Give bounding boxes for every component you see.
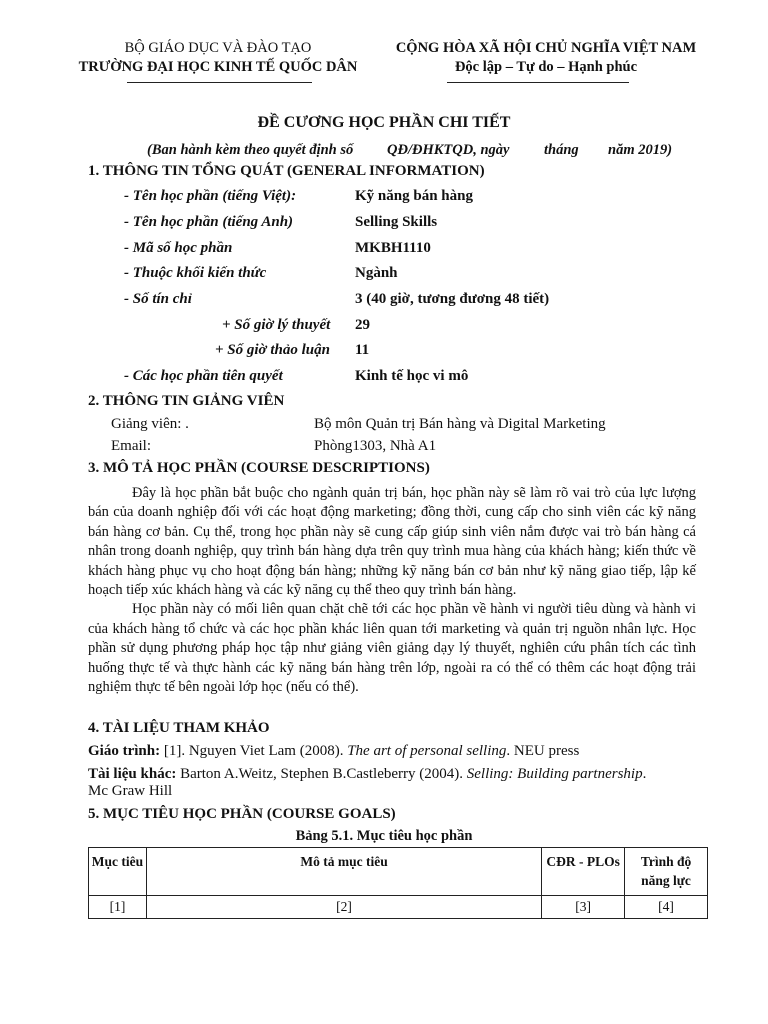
info-value: Ngành [355,265,398,281]
info-label: + Số giờ thảo luận [215,342,330,358]
university-name: TRƯỜNG ĐẠI HỌC KINH TẾ QUỐC DÂN [78,59,358,75]
textbook-prefix: [1]. Nguyen Viet Lam (2008). [163,743,344,759]
other-suffix: . [642,766,647,782]
other-reference-publisher: Mc Graw Hill [88,783,173,799]
textbook-title: The art of personal selling [347,743,507,759]
other-reference [88,766,646,783]
info-label: - Thuộc khối kiến thức [124,265,267,281]
other-prefix: Barton A.Weitz, Stephen B.Castleberry (2004). [180,766,464,782]
section4-heading: 4. TÀI LIỆU THAM KHẢO [88,720,270,736]
table-cell: [1] [89,896,147,919]
info-value: MKBH1110 [355,240,431,256]
table-header-row [89,848,708,896]
textbook-label: Giáo trình: [88,743,161,759]
column-header: Mục tiêu [89,848,147,896]
textbook-suffix: . NEU press [506,743,580,759]
table-caption: Bảng 5.1. Mục tiêu học phần [295,828,473,844]
republic-name: CỘNG HÒA XÃ HỘI CHỦ NGHĨA VIỆT NAM [395,40,697,56]
info-label: - Các học phần tiên quyết [124,368,283,384]
document-title: ĐỀ CƯƠNG HỌC PHẦN CHI TIẾT [257,114,511,131]
info-value: Kỹ năng bán hàng [355,188,473,204]
section5-heading: 5. MỤC TIÊU HỌC PHẦN (COURSE GOALS) [88,806,396,822]
column-header: Mô tả mục tiêu [146,848,541,896]
other-title: Selling: Building partnership [466,766,643,782]
subtitle-part2: QĐ/ĐHKTQD, ngày [387,142,510,158]
info-value: 29 [355,317,370,333]
info-value: 11 [355,342,370,358]
description-paragraph: Học phần này có mối liên quan chặt chẽ tới các học phần về hành vi người tiêu dùng và hành vi của khách hàng tổ chức và các học phần khác liên quan tới marketing và quản trị nguồn nhân lực. Học phần sử dụng phương pháp học tập như giảng viên giảng dạy lý thuyết, nghiên cứu phân tích các tình huống thực tế và thực hành các kỹ năng bán hàng trên lớp, ngoài ra có thể có thêm các hoạt động trải nghiệm thực tế bên ngoài lớp học (nếu có thể). [88,601,696,696]
info-label: - Tên học phần (tiếng Anh) [124,214,294,230]
description-paragraph: Đây là học phần bắt buộc cho ngành quản trị bán, học phần này sẽ làm rõ vai trò của lực lượng bán của doanh nghiệp đối với các hoạt động marketing; đồng thời, cung cấp cho sinh viên các kỹ năng bán hàng cơ bản. Cụ thể, trong học phần này sẽ cung cấp giúp sinh viên nắm được vai trò bán hàng cá nhân trong doanh nghiệp, quy trình bán hàng dựa trên quy trình mua hàng của khách hàng; kiến thức về khách hàng phục vụ cho hoạt động bán hàng; những kỹ năng bán cơ bản như kỹ năng giao tiếp, lập kế hoạch tiếp xúc khách hàng và các kỹ năng cụ thể theo quy trình bán hàng. [88,485,696,599]
header-right-underline [447,82,629,83]
info-value: 3 (40 giờ, tương đương 48 tiết) [355,291,550,307]
subtitle-part4: năm 2019) [608,142,673,158]
table-cell: [4] [625,896,708,919]
section2-heading: 2. THÔNG TIN GIẢNG VIÊN [88,393,285,409]
info-value: Selling Skills [355,214,438,230]
other-label: Tài liệu khác: [88,766,177,782]
lecturer-value: Bộ môn Quản trị Bán hàng và Digital Marketing [314,416,606,432]
textbook-reference [88,743,579,760]
subtitle-part1: (Ban hành kèm theo quyết định số [147,142,354,158]
info-label: - Số tín chỉ [124,291,192,307]
section3-heading: 3. MÔ TẢ HỌC PHẦN (COURSE DESCRIPTIONS) [88,460,430,476]
table-cell: [3] [542,896,625,919]
table-cell: [2] [146,896,541,919]
ministry-name: BỘ GIÁO DỤC VÀ ĐÀO TẠO [124,40,312,56]
info-label: - Mã số học phần [124,240,233,256]
national-motto: Độc lập – Tự do – Hạnh phúc [454,59,638,75]
course-description [88,484,696,697]
info-label: - Tên học phần (tiếng Việt): [124,188,297,204]
info-label: + Số giờ lý thuyết [222,317,331,333]
table-row [89,896,708,919]
email-value: Phòng1303, Nhà A1 [314,438,437,454]
lecturer-label: Giảng viên: . [111,416,189,432]
column-header: CĐR - PLOs [542,848,625,896]
course-goals-table [88,847,708,919]
info-value: Kinh tế học vi mô [355,368,469,384]
subtitle-part3: tháng [544,142,579,158]
column-header: Trình độ năng lực [625,848,708,896]
email-label: Email: [111,438,151,454]
header-left-underline [127,82,312,83]
section1-heading: 1. THÔNG TIN TỔNG QUÁT (GENERAL INFORMATION) [88,163,485,179]
